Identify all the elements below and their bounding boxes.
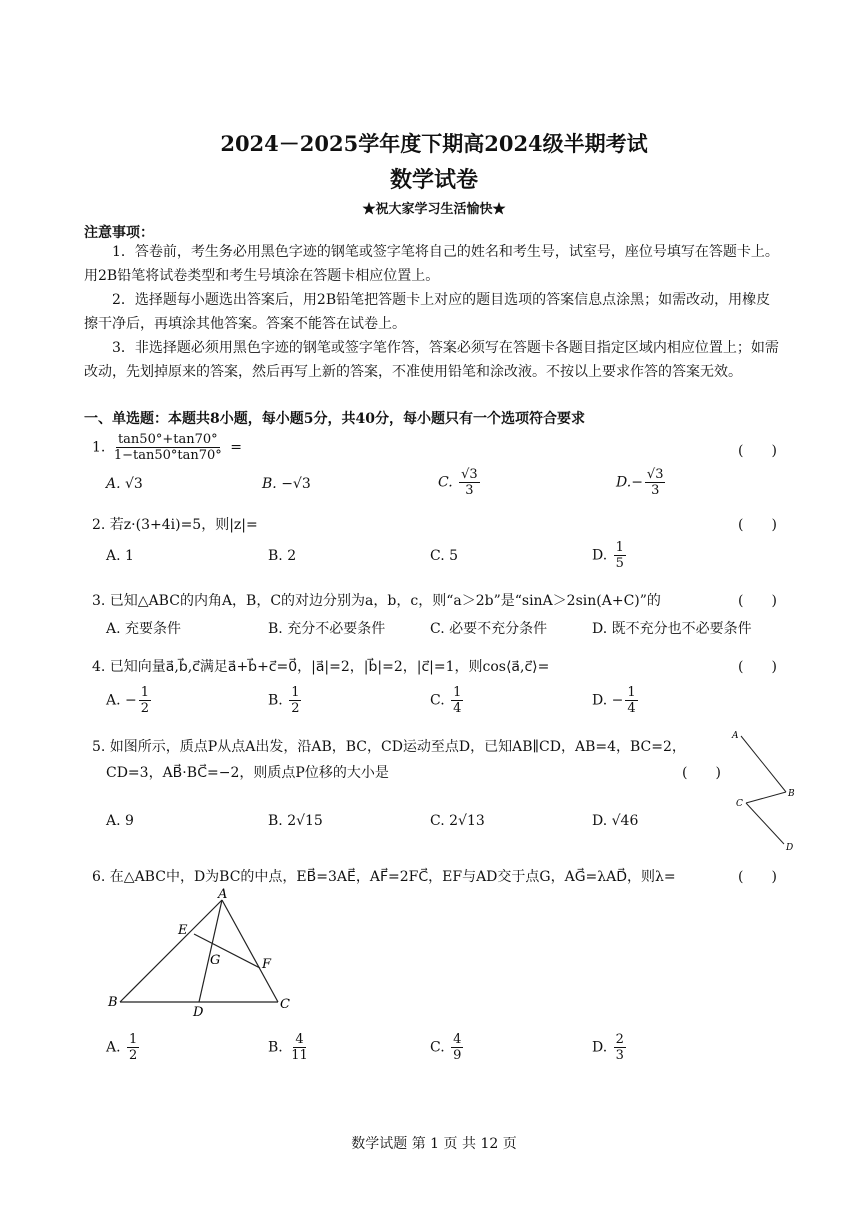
q6-fig-label-b: B xyxy=(108,995,118,1010)
notice-item-1: 1．答卷前，考生务必用黑色字迹的钢笔或签字笔将自己的姓名和考生号，试室号，座位号填写在答题卡上。用2B铅笔将试卷类型和考生号填涂在答题卡相应位置上。 xyxy=(84,244,779,284)
q5-option-d[interactable]: D. √46 xyxy=(592,813,639,829)
q6-fig-label-d: D xyxy=(193,1005,204,1020)
question-3: 3. 已知△ABC的内角A，B，C的对边分别为a，b，c，则“a＞2b”是“sinA＞2sin(A+C)”的 xyxy=(92,593,661,609)
q1-option-c[interactable] xyxy=(438,467,482,498)
q3-option-c[interactable]: C. 必要不充分条件 xyxy=(430,621,548,637)
question-4: 4. 已知向量a⃗,b⃗,c⃗满足a⃗+b⃗+c⃗=0⃗，|a⃗|=2，|b⃗|=2，|c⃗|=1，则cos⟨a⃗,c⃗⟩= xyxy=(92,659,550,675)
q2-d-label: D. xyxy=(592,547,608,564)
q6-a-label: A. xyxy=(106,1039,121,1056)
q6-fig-label-e: E xyxy=(178,923,188,938)
q6-d-den: 3 xyxy=(615,1048,624,1063)
notice-item-2: 2．选择题每小题选出答案后，用2B铅笔把答题卡上对应的题目选项的答案信息点涂黑；如需改动，用橡皮擦干净后，再填涂其他答案。答案不能答在试卷上。 xyxy=(84,292,771,332)
q6-b-label: B. xyxy=(268,1039,283,1056)
q5-fig-label-a: A xyxy=(732,731,739,741)
q4-option-b[interactable] xyxy=(268,685,303,716)
q5-fig-label-b: B xyxy=(788,789,795,799)
q6-c-label: C. xyxy=(430,1039,445,1056)
q6-b-den: 11 xyxy=(291,1048,308,1063)
q4-option-d[interactable] xyxy=(592,685,640,716)
q5-figure xyxy=(728,726,798,852)
q1-equals: = xyxy=(230,439,242,456)
q1-d-num: √3 xyxy=(646,467,664,482)
q6-answer-paren[interactable]: ( ) xyxy=(738,869,777,885)
q4-d-den: 4 xyxy=(627,701,636,716)
q5-answer-paren[interactable]: ( ) xyxy=(682,765,721,781)
q4-b-den: 2 xyxy=(291,701,300,716)
q4-d-num: 1 xyxy=(627,685,636,700)
q6-option-a[interactable] xyxy=(106,1032,141,1063)
q1-fraction xyxy=(112,432,224,463)
q6-fig-label-g: G xyxy=(210,953,221,968)
q1-option-a[interactable] xyxy=(106,476,143,492)
q1-d-sign: − xyxy=(631,474,643,491)
q4-c-den: 4 xyxy=(453,701,462,716)
q2-d-num: 1 xyxy=(615,540,624,555)
subject-title: 数学试卷 xyxy=(389,167,478,193)
q6-option-d[interactable] xyxy=(592,1032,628,1063)
q1-d-label: D. xyxy=(616,474,632,491)
q1-a-value: √3 xyxy=(125,476,143,492)
q1-answer-paren[interactable]: ( ) xyxy=(738,443,777,459)
q1-option-b[interactable] xyxy=(262,476,311,492)
q6-triangle-figure xyxy=(100,886,300,1020)
q1-c-label: C. xyxy=(438,474,453,491)
q4-a-label: A. − xyxy=(106,692,137,709)
question-6: 6. 在△ABC中，D为BC的中点，EB⃗=3AE⃗，AF⃗=2FC⃗，EF与AD交于点G，AG⃗=λAD⃗，则λ= xyxy=(92,869,676,885)
q5-fig-label-c: C xyxy=(736,799,743,809)
q1-b-value: −√3 xyxy=(281,476,311,492)
q6-d-num: 2 xyxy=(615,1032,624,1047)
q2-option-b[interactable]: B. 2 xyxy=(268,548,297,564)
q6-option-c[interactable] xyxy=(430,1032,465,1063)
q1-c-num: √3 xyxy=(461,467,478,482)
q3-option-b[interactable]: B. 充分不必要条件 xyxy=(268,621,386,637)
q4-a-num: 1 xyxy=(140,685,150,700)
q3-option-d[interactable]: D. 既不充分也不必要条件 xyxy=(592,621,752,637)
q4-b-label: B. xyxy=(268,692,283,709)
q5-option-a[interactable]: A. 9 xyxy=(106,813,134,829)
q4-a-den: 2 xyxy=(140,701,150,716)
q1-number: 1. xyxy=(92,439,106,456)
q6-b-num: 4 xyxy=(295,1032,304,1047)
q4-c-num: 1 xyxy=(453,685,462,700)
q6-fig-label-c: C xyxy=(280,997,290,1012)
q2-option-c[interactable]: C. 5 xyxy=(430,548,459,564)
q5-fig-label-d: D xyxy=(786,843,794,852)
q6-a-den: 2 xyxy=(129,1048,138,1063)
q5-option-c[interactable]: C. 2√13 xyxy=(430,813,485,829)
q3-option-a[interactable]: A. 充要条件 xyxy=(106,621,182,637)
q6-c-den: 9 xyxy=(453,1048,462,1063)
q2-answer-paren[interactable]: ( ) xyxy=(738,517,777,533)
q6-c-num: 4 xyxy=(453,1032,462,1047)
q4-c-label: C. xyxy=(430,692,445,709)
q1-b-label: B. xyxy=(262,476,277,492)
page-footer: 数学试题 第 1 页 共 12 页 xyxy=(351,1136,517,1152)
q1-c-den: 3 xyxy=(465,483,474,498)
question-5-line1: 5. 如图所示，质点P从点A出发，沿AB，BC，CD运动至点D，已知AB∥CD，AB=4，BC=2， xyxy=(92,739,686,755)
q6-fig-label-f: F xyxy=(262,957,272,972)
motto: ★祝大家学习生活愉快★ xyxy=(362,202,506,217)
question-1 xyxy=(92,432,242,463)
q1-a-label: A. xyxy=(106,476,121,492)
q4-option-a[interactable] xyxy=(106,685,153,716)
question-5-line2: CD=3，AB⃗·BC⃗=−2，则质点P位移的大小是 xyxy=(106,765,389,781)
q2-option-a[interactable]: A. 1 xyxy=(106,548,134,564)
notice-item-3: 3．非选择题必须用黑色字迹的钢笔或签字笔作答，答案必须写在答题卡各题目指定区域内相应位置上；如需改动，先划掉原来的答案，然后再写上新的答案，不准使用铅笔和涂改液。不按以上要求作答的答案无效。 xyxy=(84,340,779,380)
notice-heading: 注意事项： xyxy=(84,225,154,241)
question-2: 2. 若z·(3+4i)=5，则|z|= xyxy=(92,517,258,533)
q2-d-den: 5 xyxy=(615,556,624,571)
q4-option-c[interactable] xyxy=(430,685,465,716)
q1-numerator: tan50°+tan70° xyxy=(117,432,218,447)
section-heading: 一、单选题：本题共8小题，每小题5分，共40分，每小题只有一个选项符合要求 xyxy=(84,411,585,427)
q3-answer-paren[interactable]: ( ) xyxy=(738,593,777,609)
q6-fig-label-a: A xyxy=(218,887,228,902)
q4-b-num: 1 xyxy=(291,685,300,700)
q6-a-num: 1 xyxy=(129,1032,138,1047)
q1-d-den: 3 xyxy=(651,483,660,498)
q4-d-label: D. − xyxy=(592,692,624,709)
q5-option-b[interactable]: B. 2√15 xyxy=(268,813,323,829)
q4-answer-paren[interactable]: ( ) xyxy=(738,659,777,675)
exam-title: 2024－2025学年度下期高2024级半期考试 xyxy=(220,131,648,156)
q2-option-d[interactable] xyxy=(592,540,628,571)
q1-denominator: 1−tan50°tan70° xyxy=(113,448,222,463)
q6-option-b[interactable] xyxy=(268,1032,312,1063)
q1-option-d[interactable] xyxy=(616,467,667,498)
q6-d-label: D. xyxy=(592,1039,608,1056)
